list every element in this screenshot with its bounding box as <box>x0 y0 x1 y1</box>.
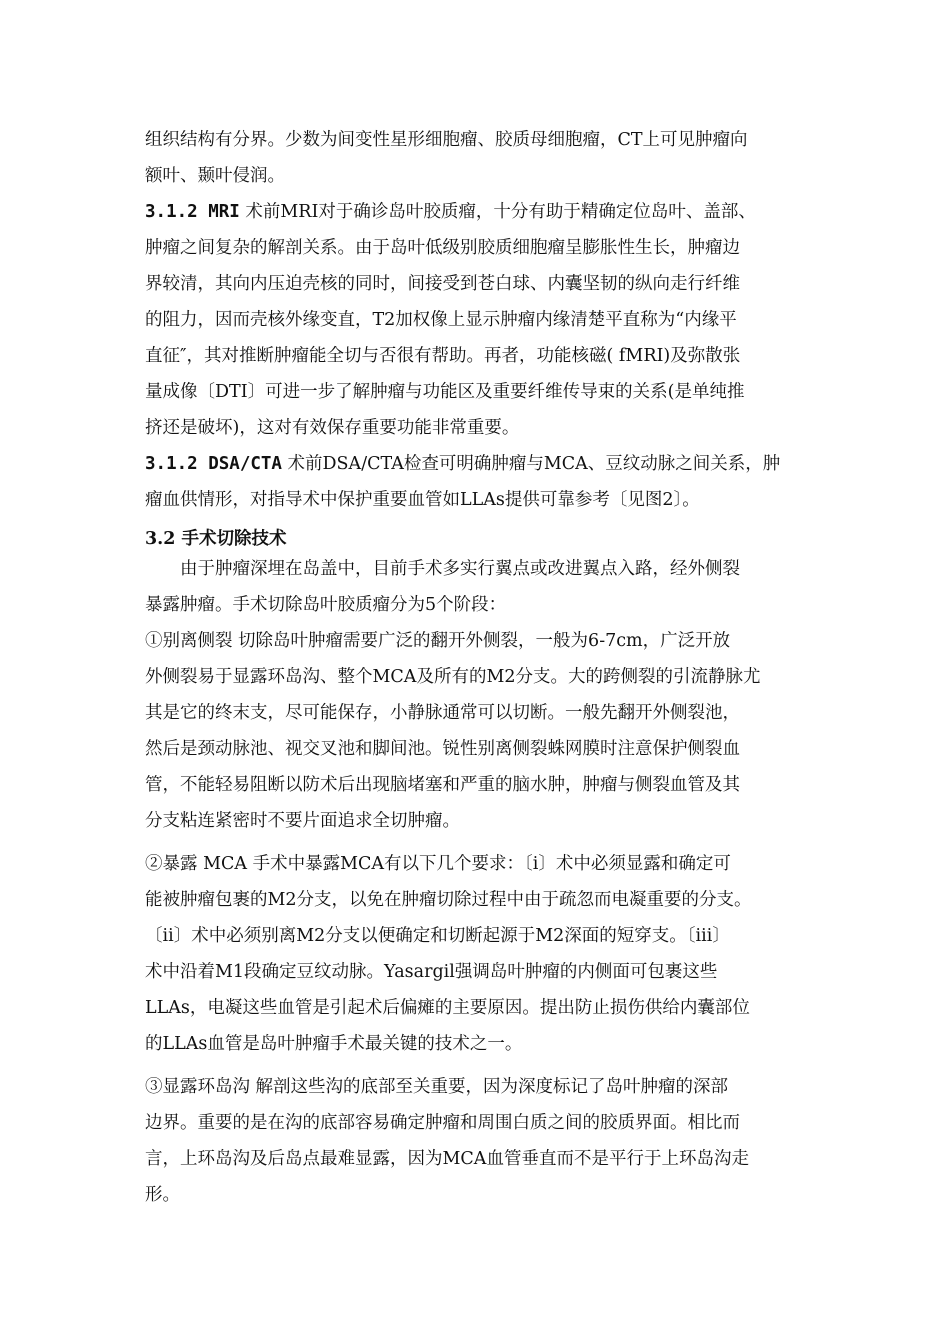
paragraph-line: 管，不能轻易阻断以防术后出现脑堵塞和严重的脑水肿，肿瘤与侧裂血管及其 <box>145 775 740 795</box>
step-1-line: ①别离侧裂 切除岛叶肿瘤需要广泛的翻开外侧裂，一般为6-7cm，广泛开放 <box>145 631 731 651</box>
paragraph-line: 〔ⅱ〕术中必须别离M2分支以便确定和切断起源于M2深面的短穿支。〔ⅲ〕 <box>145 926 730 946</box>
section-heading-dsa-cta: 3.1.2 DSA/CTA <box>145 454 282 474</box>
paragraph-line: 瘤血供情形，对指导术中保护重要血管如LLAs提供可靠参考〔见图2〕。 <box>145 490 700 510</box>
paragraph-line: 分支粘连紧密时不要片面追求全切肿瘤。 <box>145 811 460 831</box>
paragraph-line: 边界。重要的是在沟的底部容易确定肿瘤和周围白质之间的胶质界面。相比而 <box>145 1113 740 1133</box>
paragraph-line: 界较清，其向内压迫壳核的同时，间接受到苍白球、内囊坚韧的纵向走行纤维 <box>145 274 740 294</box>
paragraph-line: 然后是颈动脉池、视交叉池和脚间池。锐性别离侧裂蛛网膜时注意保护侧裂血 <box>145 739 740 759</box>
paragraph-line: 能被肿瘤包裹的M2分支，以免在肿瘤切除过程中由于疏忽而电凝重要的分支。 <box>145 890 752 910</box>
dsa-text: 术前DSA/CTA检查可明确肿瘤与MCA、豆纹动脉之间关系，肿 <box>281 454 781 474</box>
mri-paragraph-line <box>145 199 815 225</box>
paragraph-line: 由于肿瘤深埋在岛盖中，目前手术多实行翼点或改进翼点入路，经外侧裂 <box>180 559 740 579</box>
paragraph-line: 的阻力，因而壳核外缘变直，T2加权像上显示肿瘤内缘清楚平直称为“内缘平 <box>145 310 737 330</box>
paragraph-line: LLAs，电凝这些血管是引起术后偏瘫的主要原因。提出防止损伤供给内囊部位 <box>145 998 750 1018</box>
section-heading-3-2: 3.2 手术切除技术 <box>145 529 287 549</box>
paragraph-line: 暴露肿瘤。手术切除岛叶胶质瘤分为5个阶段： <box>145 595 507 615</box>
paragraph-line: 直征″，其对推断肿瘤能全切与否很有帮助。再者，功能核磁( fMRI)及弥散张 <box>145 346 741 366</box>
step-2-line: ②暴露 MCA 手术中暴露MCA有以下几个要求：〔ⅰ〕术中必须显露和确定可 <box>145 854 731 874</box>
paragraph-line: 组织结构有分界。少数为间变性星形细胞瘤、胶质母细胞瘤，CT上可见肿瘤向 <box>145 130 748 150</box>
dsa-paragraph-line <box>145 451 815 477</box>
paragraph-line: 形。 <box>145 1185 180 1205</box>
paragraph-line: 术中沿着M1段确定豆纹动脉。Yasargil强调岛叶肿瘤的内侧面可包裹这些 <box>145 962 718 982</box>
paragraph-line: 言，上环岛沟及后岛点最难显露，因为MCA血管垂直而不是平行于上环岛沟走 <box>145 1149 749 1169</box>
step-3-line: ③显露环岛沟 解剖这些沟的底部至关重要，因为深度标记了岛叶肿瘤的深部 <box>145 1077 729 1097</box>
paragraph-line: 其是它的终末支，尽可能保存，小静脉通常可以切断。一般先翻开外侧裂池， <box>145 703 740 723</box>
paragraph-line: 额叶、颞叶侵润。 <box>145 166 285 186</box>
paragraph-line: 量成像〔DTI〕可进一步了解肿瘤与功能区及重要纤维传导束的关系(是单纯推 <box>145 382 745 402</box>
paragraph-line: 外侧裂易于显露环岛沟、整个MCA及所有的M2分支。大的跨侧裂的引流静脉尤 <box>145 667 761 687</box>
paragraph-line: 挤还是破坏)，这对有效保存重要功能非常重要。 <box>145 418 520 438</box>
paragraph-line: 的LLAs血管是岛叶肿瘤手术最关键的技术之一。 <box>145 1034 523 1054</box>
section-heading-mri: 3.1.2 MRI <box>145 202 240 222</box>
mri-text: 术前MRI对于确诊岛叶胶质瘤，十分有助于精确定位岛叶、盖部、 <box>239 202 756 222</box>
paragraph-line: 肿瘤之间复杂的解剖关系。由于岛叶低级别胶质细胞瘤呈膨胀性生长，肿瘤边 <box>145 238 740 258</box>
